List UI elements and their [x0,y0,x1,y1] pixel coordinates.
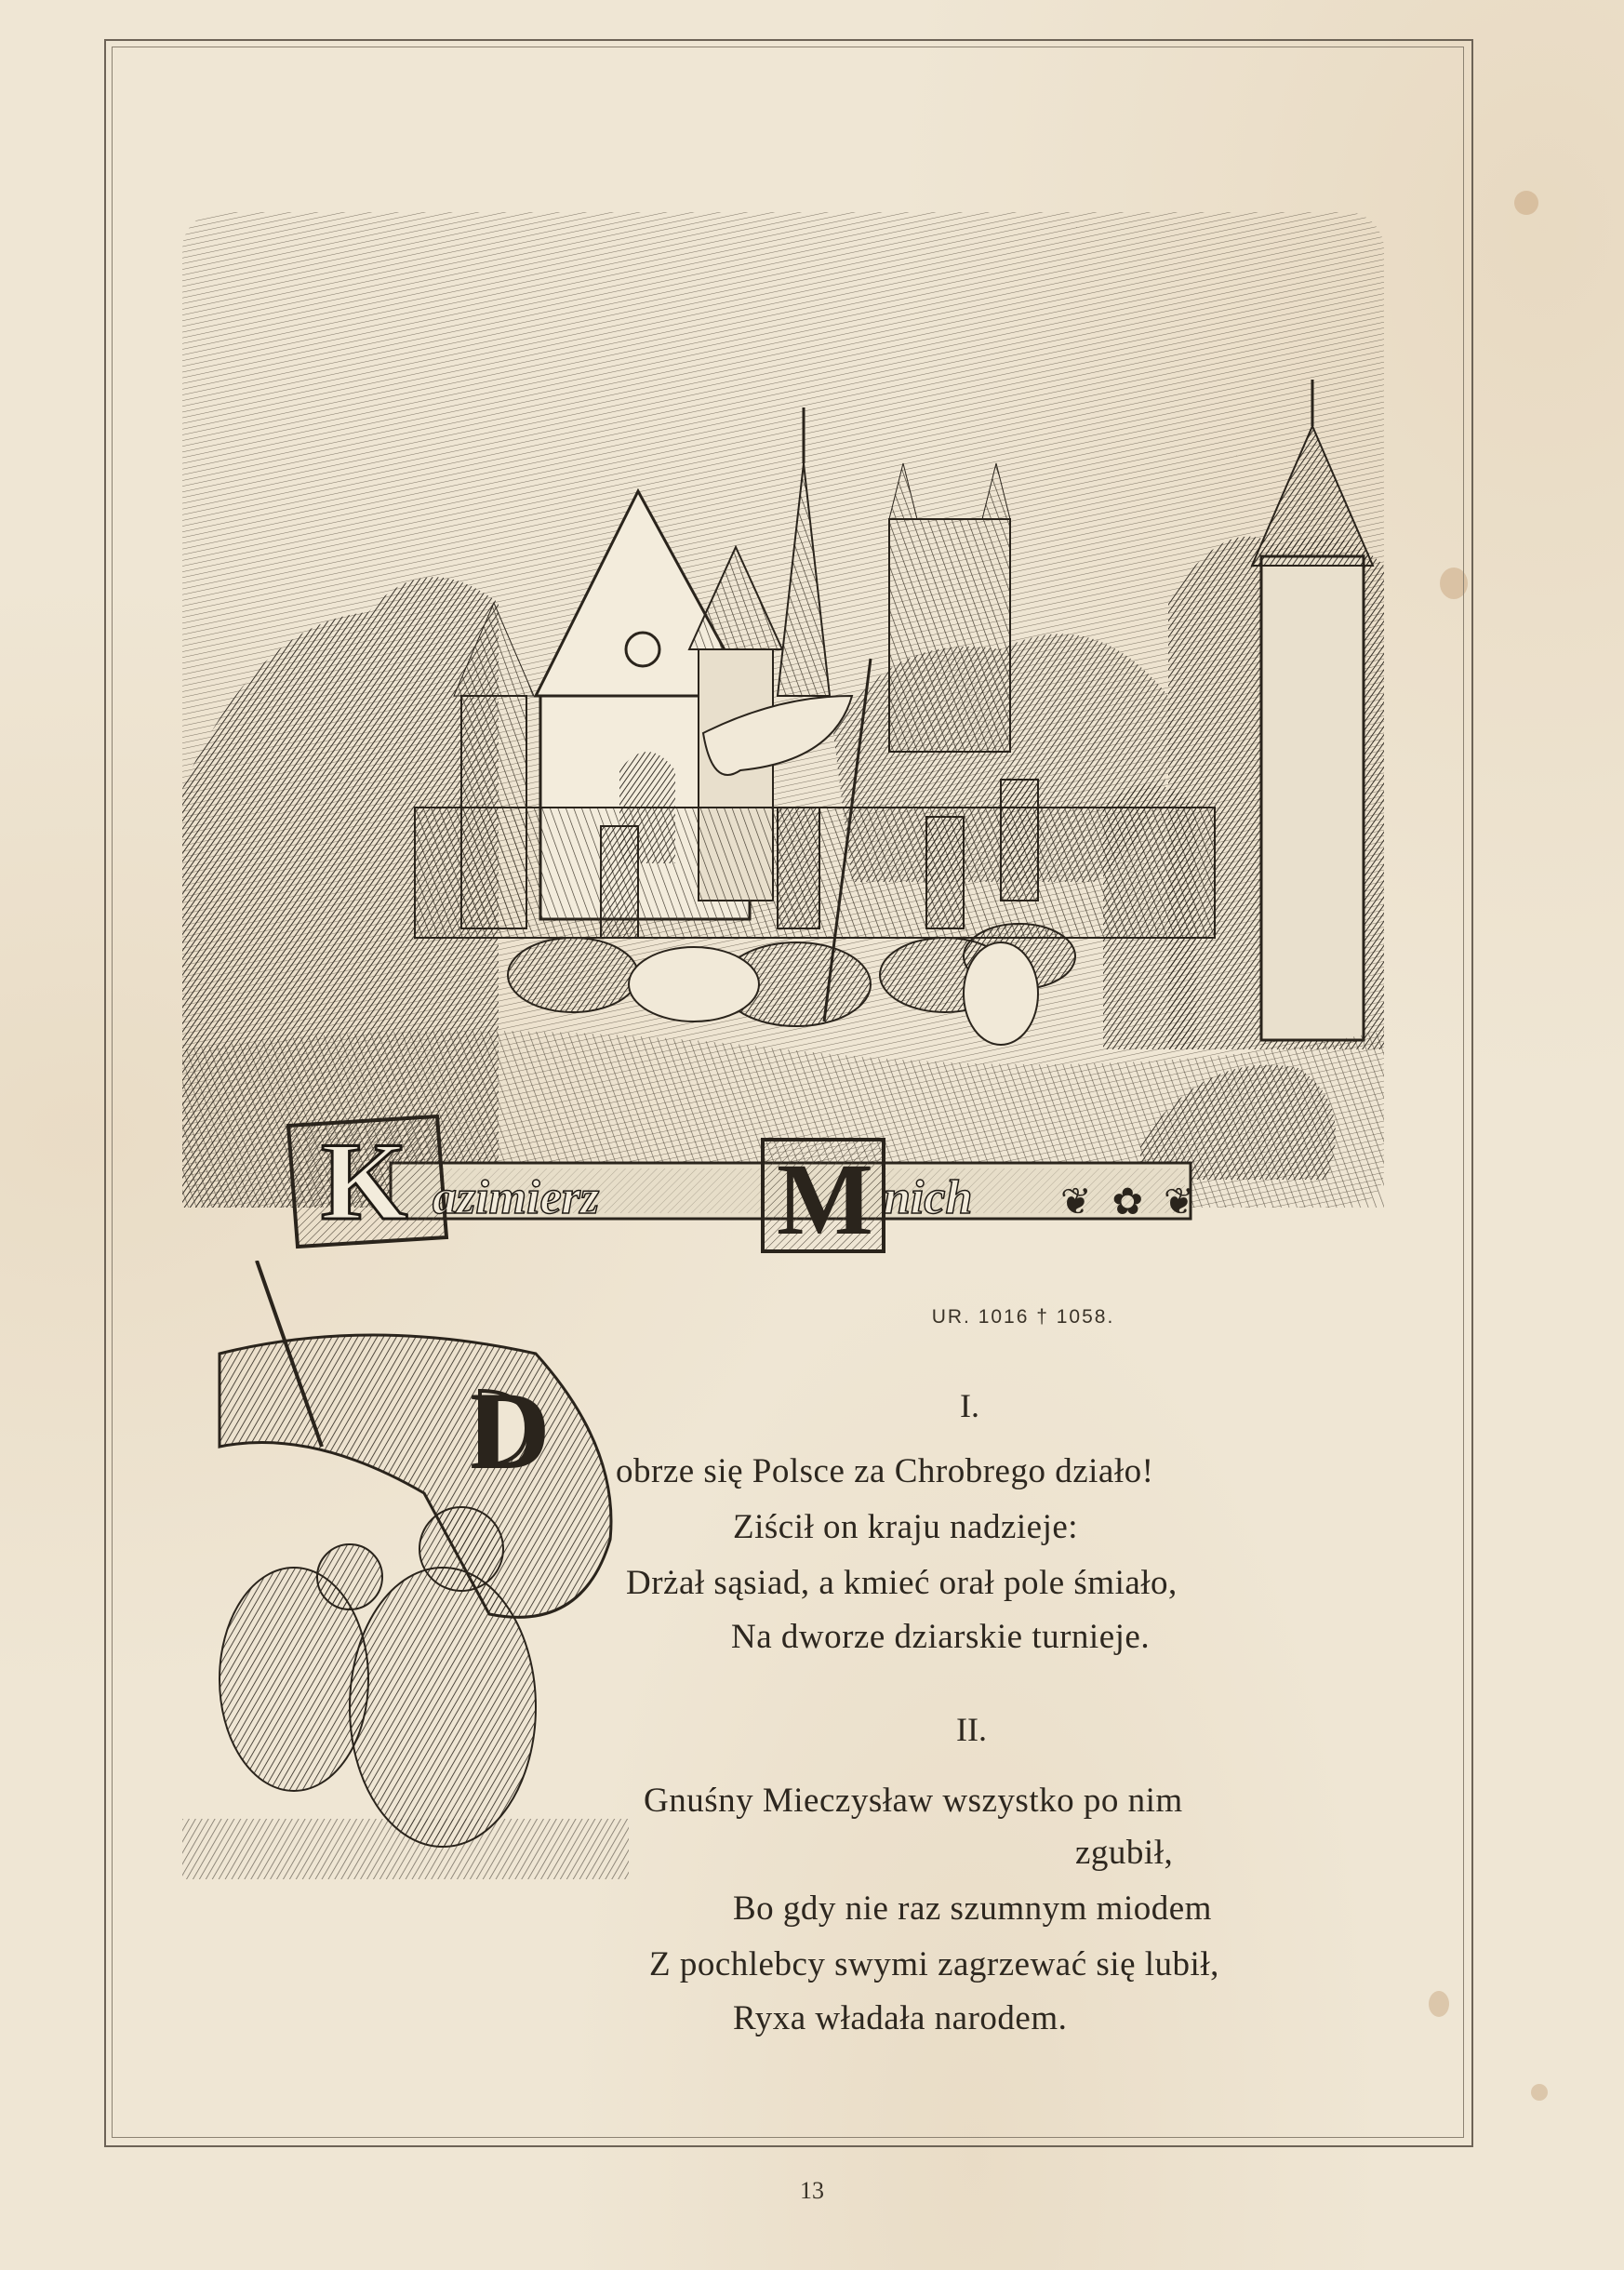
stanza-1-line-3: Drżał sąsiad, a kmieć orał pole śmiało, [626,1564,1178,1602]
stanza-2-line-1: Gnuśny Mieczysław wszystko po nim [644,1782,1183,1820]
castle-engraving-illustration [182,212,1384,1208]
rosette-ornament: ❦ ✿ ❦ [1060,1181,1201,1222]
title-word-1-initial: K [321,1119,408,1243]
stanza-1-line-1: obrze się Polsce za Chrobrego działo! [616,1452,1154,1490]
title-banner [279,1088,1200,1256]
stanza-2-number: II. [956,1711,987,1748]
life-dates: UR. 1016 † 1058. [931,1306,1115,1328]
stanza-2-line-5: Ryxa władała narodem. [733,1999,1068,2037]
initial-letter: D [470,1369,551,1492]
stanza-2-line-3: Bo gdy nie raz szumnym miodem [733,1889,1212,1928]
title-word-2-rest: nich [884,1171,973,1224]
foxing-spot [1531,2084,1548,2101]
stanza-2-line-2: zgubił, [1075,1834,1174,1872]
title-word-2-initial: M [777,1142,873,1256]
initial-letter-illustration [182,1261,629,1879]
title-word-1-rest: azimierz [433,1171,600,1224]
stanza-1-line-4: Na dworze dziarskie turnieje. [731,1618,1151,1656]
stanza-2-line-4: Z pochlebcy swymi zagrzewać się lubił, [649,1945,1219,1983]
page-number: 13 [800,2177,824,2204]
stanza-1-number: I. [960,1387,979,1424]
stanza-1-line-2: Ziścił on kraju nadzieje: [733,1508,1079,1546]
foxing-spot [1514,191,1538,215]
